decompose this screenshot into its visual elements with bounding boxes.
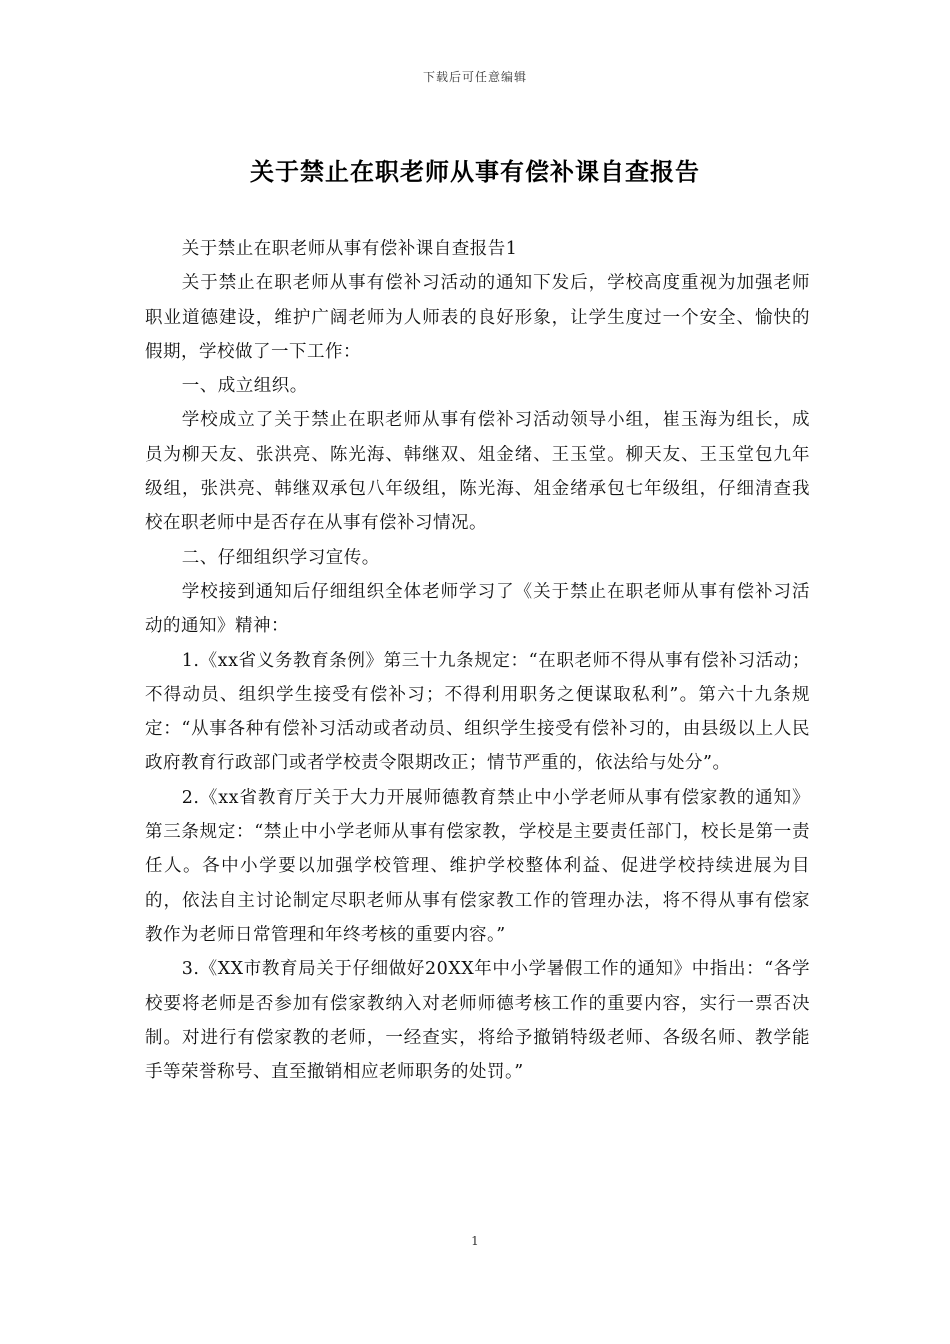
document-title: 关于禁止在职老师从事有偿补课自查报告 xyxy=(250,157,700,186)
intro-paragraph: 关于禁止在职老师从事有偿补习活动的通知下发后，学校高度重视为加强老师职业道德建设，维护广阔老师为人师表的良好形象，让学生度过一个安全、愉快的假期，学校做了一下工作： xyxy=(145,273,810,362)
section-heading-1: 一、成立组织。 xyxy=(181,376,308,397)
report-subtitle: 关于禁止在职老师从事有偿补课自查报告1 xyxy=(181,239,518,259)
page-number: 1 xyxy=(471,1234,479,1248)
header-note: 下载后可任意编辑 xyxy=(422,70,527,84)
regulation-item-3: 3.《XX市教育局关于仔细做好20XX年中小学暑假工作的通知》中指出：“各学校要将老师是否参加有偿家教纳入对老师师德考核工作的重要内容，实行一票否决制。对进行有偿家教的老师，一经查实，将给予撤销特级老师、各级名师、教学能手等荣誉称号、直至撤销相应老师职务的处罚。” xyxy=(145,959,810,1083)
section-2-paragraph: 学校接到通知后仔细组织全体老师学习了《关于禁止在职老师从事有偿补习活动的通知》精神： xyxy=(145,581,810,637)
regulation-item-1: 1.《xx省义务教育条例》第三十九条规定：“在职老师不得从事有偿补习活动；不得动员、组织学生接受有偿补习；不得利用职务之便谋取私利”。第六十九条规定：“从事各种有偿补习活动或者动员、组织学生接受有偿补习的，由县级以上人民政府教育行政部门或者学校责令限期改正；情节严重的，依法给与处分”。 xyxy=(145,650,810,774)
section-heading-2: 二、仔细组织学习宣传。 xyxy=(181,547,380,568)
section-1-paragraph: 学校成立了关于禁止在职老师从事有偿补习活动领导小组，崔玉海为组长，成员为柳天友、张洪亮、陈光海、韩继双、俎金绪、王玉堂。柳天友、王玉堂包九年级组，张洪亮、韩继双承包八年级组，陈光海、俎金绪承包七年级组，仔细清查我校在职老师中是否存在从事有偿补习情况。 xyxy=(145,410,810,534)
regulation-item-2: 2.《xx省教育厅关于大力开展师德教育禁止中小学老师从事有偿家教的通知》第三条规定：“禁止中小学老师从事有偿家教，学校是主要责任部门，校长是第一责任人。各中小学要以加强学校管理、维护学校整体利益、促进学校持续进展为目的，依法自主讨论制定尽职老师从事有偿家教工作的管理办法，将不得从事有偿家教作为老师日常管理和年终考核的重要内容。” xyxy=(145,787,810,945)
document-body xyxy=(145,232,810,1089)
